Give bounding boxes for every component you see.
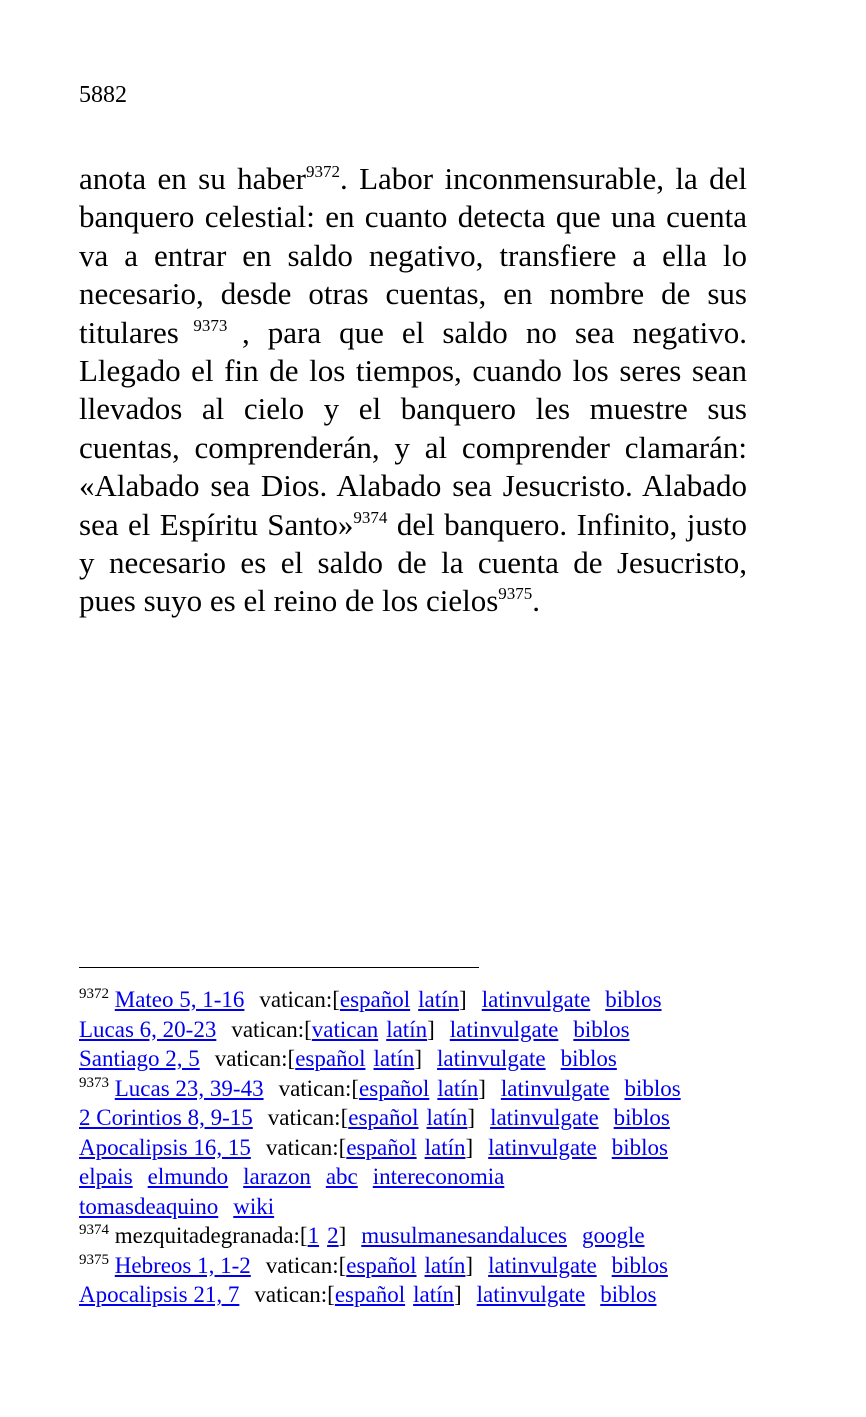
- footnote-reference: 9372: [305, 162, 340, 181]
- vatican-link[interactable]: español: [295, 1046, 366, 1071]
- footnote-separator: [79, 967, 479, 968]
- vatican-label: vatican:[: [259, 987, 340, 1012]
- footnote-line: [79, 1251, 759, 1281]
- biblos-link[interactable]: biblos: [600, 1282, 657, 1307]
- latinvulgate-link[interactable]: latinvulgate: [437, 1046, 546, 1071]
- scripture-link[interactable]: Apocalipsis 16, 15: [79, 1134, 251, 1160]
- body-text-segment: del banquero. Infinito, justo y necesario es el saldo de la cuenta de Jesucristo, pues suyo es el reino de los cielos: [79, 506, 747, 619]
- footnote-line: [79, 1192, 759, 1222]
- vatican-link[interactable]: latín: [373, 1046, 415, 1071]
- body-text-segment: .: [532, 583, 541, 619]
- biblos-link[interactable]: biblos: [611, 1134, 668, 1160]
- body-text-segment: . Labor inconmensurable, la del banquero celestial: en cuanto detecta que una cuenta va a entrar en saldo negativo, transfiere a ella lo necesario, desde otras cuentas, en nombre de sus titulares: [79, 161, 748, 350]
- close-bracket: ]: [414, 1046, 423, 1071]
- close-bracket: ]: [459, 987, 467, 1012]
- footnote-line: [79, 1015, 759, 1045]
- vatican-label: vatican:[: [267, 1105, 349, 1130]
- footnote-line: [79, 1133, 759, 1163]
- footnote-number: 9373: [79, 1074, 109, 1091]
- latinvulgate-link[interactable]: latinvulgate: [500, 1075, 610, 1101]
- reference-link[interactable]: elmundo: [147, 1164, 229, 1189]
- mezquita-link[interactable]: 2: [327, 1223, 339, 1248]
- vatican-link[interactable]: latín: [424, 1252, 466, 1278]
- scripture-link[interactable]: Apocalipsis 21, 7: [79, 1282, 240, 1307]
- scripture-link[interactable]: Lucas 23, 39-43: [114, 1075, 264, 1101]
- body-text-segment: , para que el saldo no sea negativo. Llegado el fin de los tiempos, cuando los seres sean llevados al cielo y el banquero les muestre sus cuentas, comprenderán, y al comprender clamarán: «Alabado sea Dios. Alabado sea Jesucristo. Alabado sea el Espíritu Santo»: [79, 314, 747, 542]
- reference-link[interactable]: google: [581, 1223, 645, 1248]
- scripture-link[interactable]: 2 Corintios 8, 9-15: [79, 1105, 253, 1130]
- mezquita-label: mezquitadegranada:[: [114, 1223, 308, 1248]
- footnote-line: [79, 1162, 759, 1192]
- biblos-link[interactable]: biblos: [560, 1046, 617, 1071]
- footnote-reference: 9373: [178, 315, 242, 335]
- vatican-link[interactable]: latín: [424, 1134, 466, 1160]
- close-bracket: ]: [478, 1075, 486, 1101]
- latinvulgate-link[interactable]: latinvulgate: [481, 987, 591, 1012]
- footnote-number: 9375: [79, 1251, 109, 1268]
- biblos-link[interactable]: biblos: [613, 1105, 670, 1130]
- close-bracket: ]: [467, 1105, 476, 1130]
- reference-link[interactable]: abc: [325, 1164, 358, 1189]
- vatican-label: vatican:[: [265, 1134, 347, 1160]
- vatican-link[interactable]: español: [334, 1282, 406, 1307]
- vatican-label: vatican:[: [254, 1282, 335, 1307]
- vatican-label: vatican:[: [231, 1016, 312, 1042]
- close-bracket: ]: [427, 1016, 435, 1042]
- close-bracket: ]: [338, 1223, 347, 1248]
- scripture-link[interactable]: Mateo 5, 1-16: [114, 987, 245, 1012]
- vatican-label: vatican:[: [214, 1046, 296, 1071]
- scripture-link[interactable]: Lucas 6, 20-23: [79, 1016, 217, 1042]
- close-bracket: ]: [465, 1252, 474, 1278]
- footnote-line: [79, 1103, 759, 1133]
- footnote-reference: 9374: [353, 507, 388, 527]
- reference-link[interactable]: intereconomia: [372, 1164, 505, 1189]
- footnote-reference: 9375: [498, 584, 533, 604]
- vatican-link[interactable]: español: [359, 1075, 430, 1101]
- reference-link[interactable]: tomasdeaquino: [79, 1193, 219, 1219]
- mezquita-link[interactable]: 1: [307, 1223, 320, 1248]
- latinvulgate-link[interactable]: latinvulgate: [449, 1016, 559, 1042]
- footnote-line: [79, 1280, 759, 1310]
- latinvulgate-link[interactable]: latinvulgate: [488, 1252, 597, 1278]
- reference-link[interactable]: musulmanesandaluces: [361, 1223, 567, 1248]
- vatican-link[interactable]: latín: [386, 1016, 428, 1042]
- close-bracket: ]: [453, 1282, 462, 1307]
- footnote-number: 9372: [79, 986, 109, 1002]
- vatican-label: vatican:[: [265, 1252, 347, 1278]
- page-number: 5882: [79, 82, 127, 108]
- body-text-segment: anota en su haber: [79, 161, 306, 196]
- footnote-line: [79, 1221, 759, 1251]
- close-bracket: ]: [465, 1134, 474, 1160]
- vatican-link[interactable]: latín: [418, 987, 460, 1012]
- footnote-line: [79, 985, 759, 1015]
- biblos-link[interactable]: biblos: [611, 1252, 668, 1278]
- reference-link[interactable]: wiki: [233, 1193, 275, 1219]
- biblos-link[interactable]: biblos: [624, 1075, 681, 1101]
- vatican-link[interactable]: latín: [413, 1282, 454, 1307]
- vatican-link[interactable]: latín: [426, 1105, 468, 1130]
- footnote-line: [79, 1044, 759, 1074]
- vatican-link[interactable]: latín: [437, 1075, 479, 1101]
- footnote-number: 9374: [79, 1222, 109, 1238]
- body-paragraph: [79, 160, 747, 621]
- vatican-link[interactable]: español: [346, 1134, 417, 1160]
- vatican-label: vatican:[: [278, 1075, 360, 1101]
- vatican-link[interactable]: español: [346, 1252, 417, 1278]
- latinvulgate-link[interactable]: latinvulgate: [490, 1105, 599, 1130]
- vatican-link[interactable]: español: [339, 987, 411, 1012]
- biblos-link[interactable]: biblos: [573, 1016, 630, 1042]
- scripture-link[interactable]: Santiago 2, 5: [79, 1046, 200, 1071]
- latinvulgate-link[interactable]: latinvulgate: [488, 1134, 597, 1160]
- vatican-link[interactable]: español: [348, 1105, 419, 1130]
- biblos-link[interactable]: biblos: [605, 987, 662, 1012]
- vatican-link[interactable]: vatican: [311, 1016, 379, 1042]
- latinvulgate-link[interactable]: latinvulgate: [476, 1282, 586, 1307]
- reference-link[interactable]: larazon: [243, 1164, 311, 1189]
- scripture-link[interactable]: Hebreos 1, 1-2: [114, 1252, 251, 1278]
- reference-link[interactable]: elpais: [79, 1164, 133, 1189]
- footnotes: [79, 985, 759, 1310]
- footnote-line: [79, 1074, 759, 1104]
